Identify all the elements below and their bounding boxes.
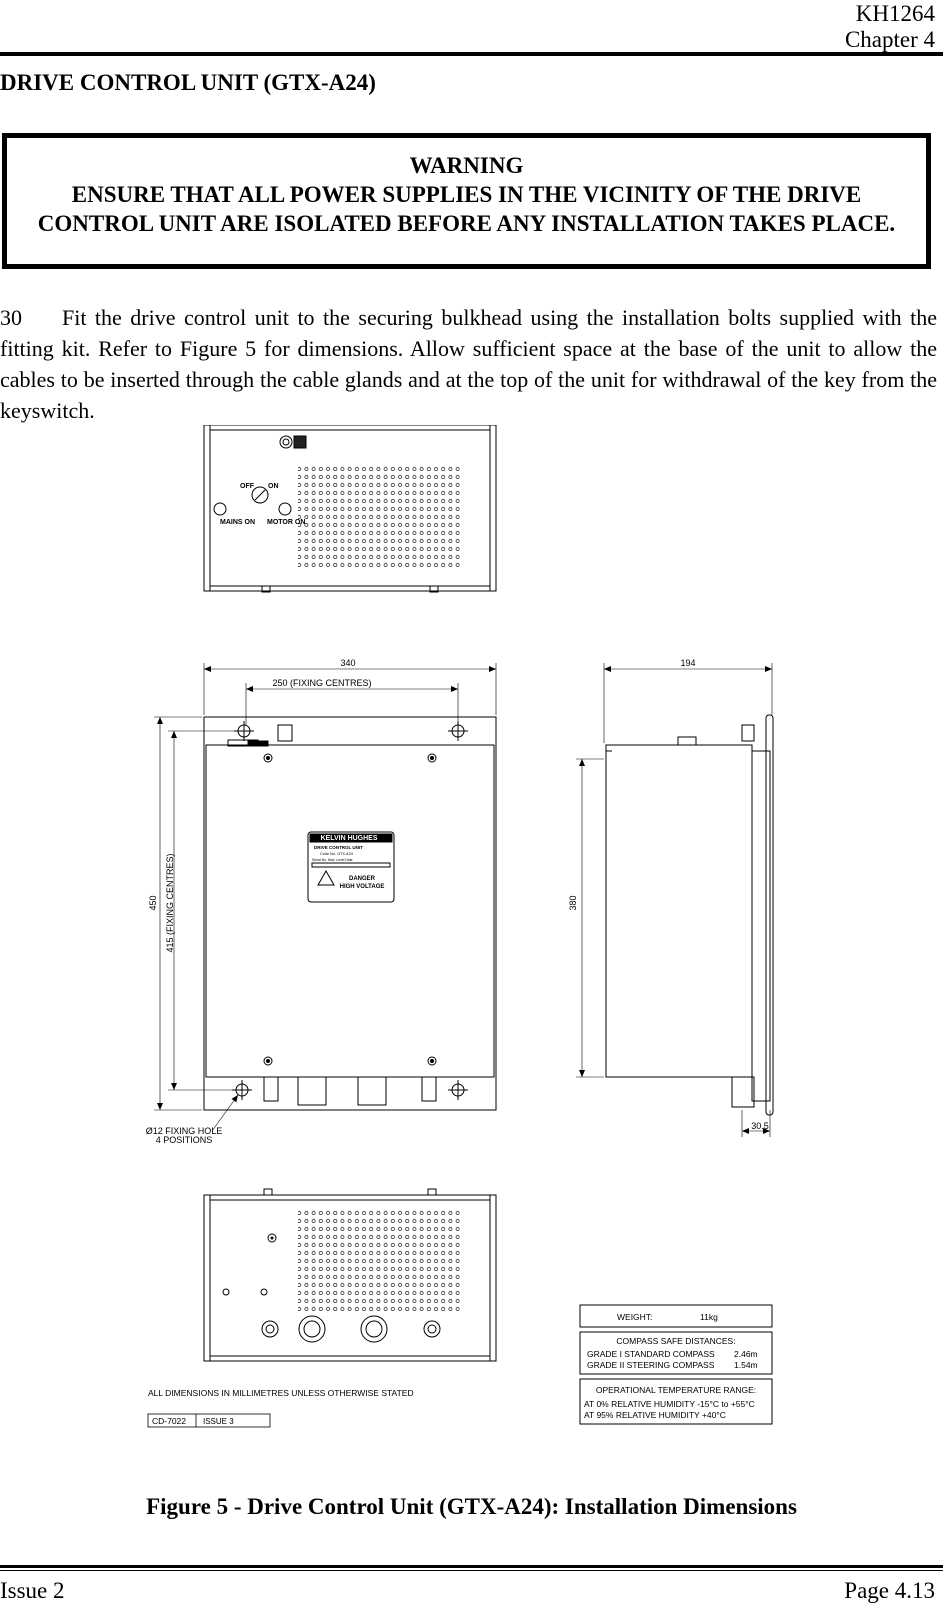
dim-gland-depth: 30.5 (751, 1121, 769, 1131)
weight-label: WEIGHT: (617, 1312, 653, 1322)
label-product: DRIVE CONTROL UNIT (314, 845, 363, 850)
compass-row2-label: GRADE II STEERING COMPASS (587, 1360, 715, 1370)
instruction-paragraph (0, 302, 937, 426)
document-id: KH1264 (855, 1, 935, 26)
installation-drawing (130, 425, 810, 1465)
top-view (204, 425, 496, 592)
label-code: Code No. GTX-A24 (320, 852, 353, 856)
temperature-row1: AT 0% RELATIVE HUMIDITY -15°C to +55°C (584, 1399, 755, 1409)
footer-rule (0, 1565, 943, 1568)
page-number: Page 4.13 (844, 1578, 935, 1603)
dim-fixing-horizontal: 250 (FIXING CENTRES) (272, 678, 372, 688)
header-rule (0, 52, 943, 56)
figure-caption: Figure 5 - Drive Control Unit (GTX-A24): Installation Dimensions (146, 1494, 797, 1519)
weight-value: 11kg (700, 1312, 718, 1322)
footer-rule-thin (0, 1570, 943, 1571)
hole-note-2: 4 POSITIONS (155, 1135, 213, 1145)
compass-row1-value: 2.46m (734, 1349, 758, 1359)
motor-on-label: MOTOR ON (267, 519, 306, 526)
dim-side-height: 380 (568, 895, 578, 911)
label-brand: KELVIN HUGHES (320, 835, 378, 842)
warning-text: ENSURE THAT ALL POWER SUPPLIES IN THE VICINITY OF THE DRIVE CONTROL UNIT ARE ISOLATED BEFORE ANY INSTALLATION TAKES PLACE. (37, 182, 896, 236)
paragraph-number: 30 (0, 305, 22, 330)
dim-fixing-vertical: 415 (FIXING CENTRES) (165, 853, 175, 953)
label-voltage: HIGH VOLTAGE (339, 884, 385, 890)
hole-note-1: Ø12 FIXING HOLE (145, 1126, 223, 1136)
warning-heading: WARNING (409, 153, 524, 178)
temperature-title: OPERATIONAL TEMPERATURE RANGE: (595, 1385, 757, 1395)
drawing-number: CD-7022 (152, 1416, 187, 1426)
chapter-label: Chapter 4 (844, 27, 935, 52)
dim-height: 450 (148, 895, 158, 911)
dim-width: 340 (340, 658, 356, 668)
keyswitch-off-label: OFF (240, 483, 254, 490)
bottom-view (204, 1189, 496, 1361)
mains-on-label: MAINS ON (220, 519, 255, 526)
side-view (576, 663, 773, 1137)
label-serial: Serial No. Mod. Level Date (312, 858, 353, 862)
units-note: ALL DIMENSIONS IN MILLIMETRES UNLESS OTHERWISE STATED (148, 1388, 414, 1398)
warning-box (2, 133, 931, 269)
keyswitch-on-label: ON (268, 483, 279, 490)
compass-title: COMPASS SAFE DISTANCES: (616, 1336, 736, 1346)
label-danger: DANGER (348, 876, 376, 882)
paragraph-text: Fit the drive control unit to the securing bulkhead using the installation bolts supplied with the fitting kit. Refer to Figure 5 for dimensions. Allow sufficient space at the base of the unit to allow the cables to be inserted through the cable glands and at the top of the unit for withdrawal of the key from the keyswitch. (0, 305, 937, 423)
section-title: DRIVE CONTROL UNIT (GTX-A24) (0, 70, 376, 95)
issue-label: Issue 2 (0, 1578, 65, 1603)
drawing-issue: ISSUE 3 (203, 1417, 234, 1426)
compass-row1-label: GRADE I STANDARD COMPASS (587, 1349, 715, 1359)
compass-row2-value: 1.54m (734, 1360, 758, 1370)
temperature-row2: AT 95% RELATIVE HUMIDITY +40°C (584, 1410, 726, 1420)
dim-depth: 194 (680, 658, 696, 668)
